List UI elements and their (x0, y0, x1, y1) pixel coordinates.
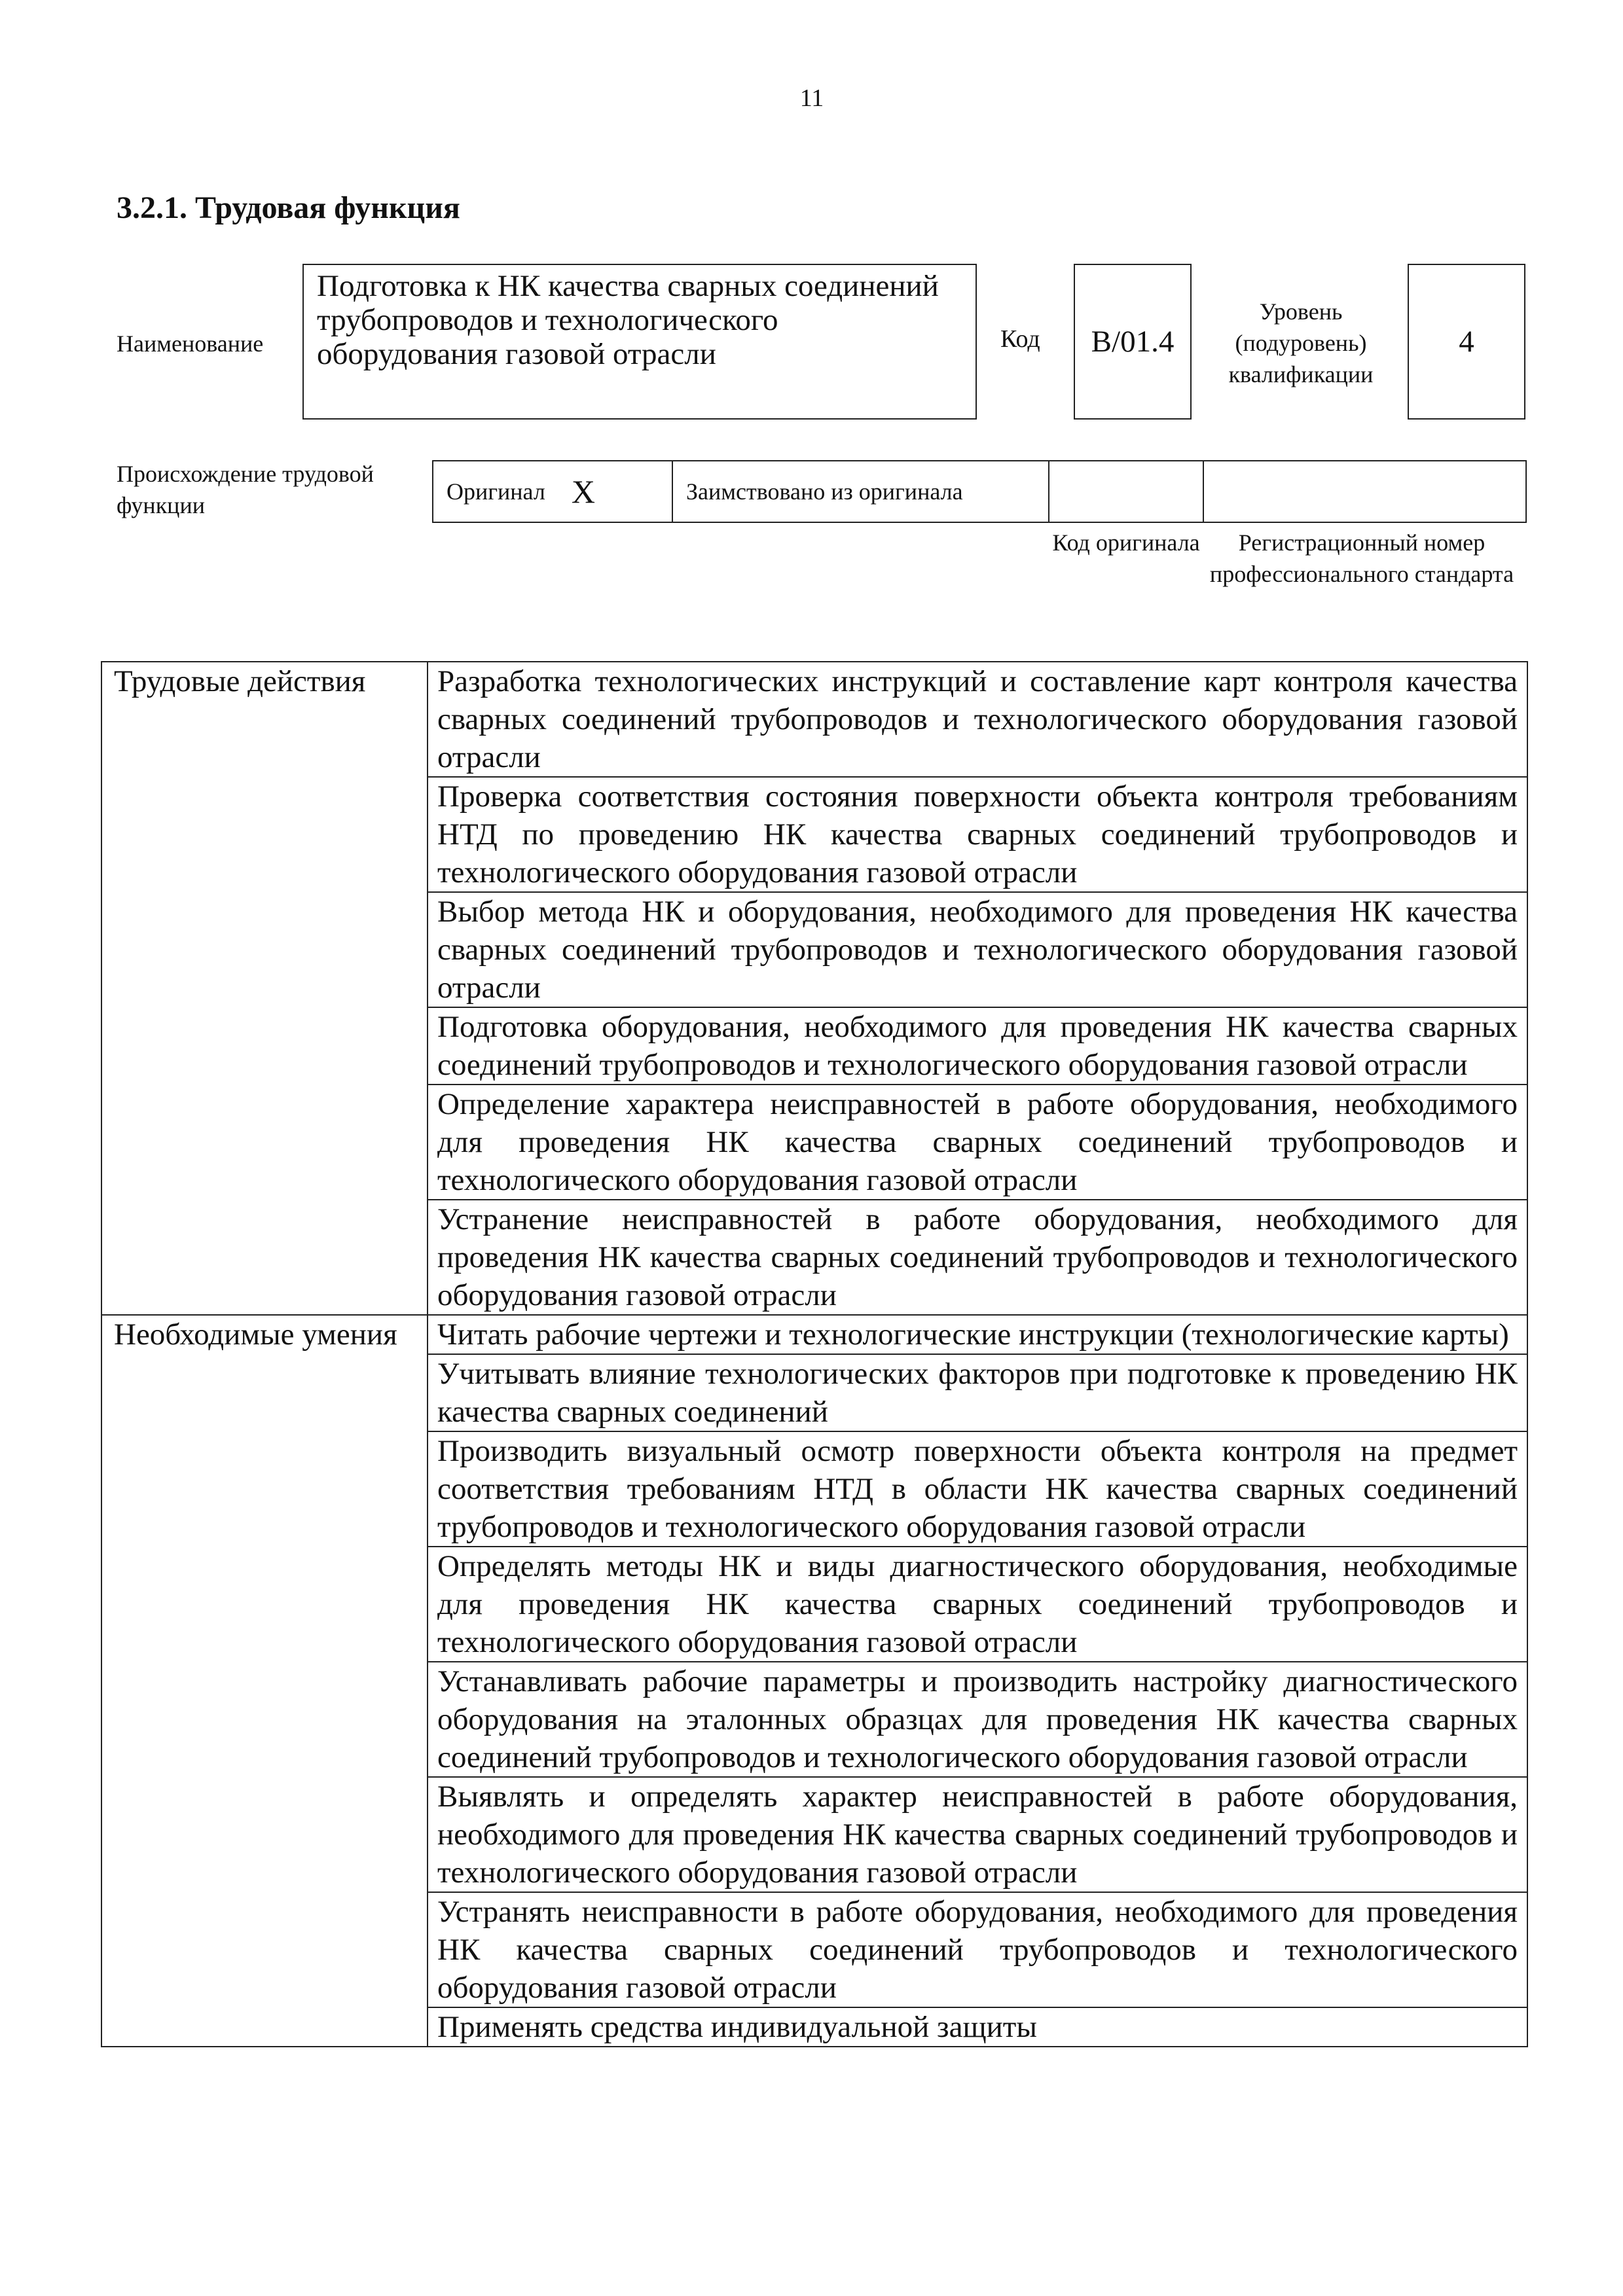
section-item: Учитывать влияние технологических факторов при подготовке к проведению НК качества сварных соединений (428, 1354, 1527, 1431)
section-item: Подготовка оборудования, необходимого для проведения НК качества сварных соединений трубопроводов и технологического оборудования газовой отрасли (428, 1007, 1527, 1085)
origin-row (432, 460, 1527, 523)
section-item: Применять средства индивидуальной защиты (428, 2007, 1527, 2047)
table-row (101, 662, 1527, 777)
section-item: Разработка технологических инструкций и составление карт контроля качества сварных соединений трубопроводов и технологического оборудования газовой отрасли (428, 662, 1527, 777)
section-category: Необходимые умения (101, 1315, 428, 2047)
origin-code-cell (1049, 461, 1204, 522)
original-label: Оригинал (447, 478, 545, 505)
section-item: Производить визуальный осмотр поверхности объекта контроля на предмет соответствия требованиям НТД в области НК качества сварных соединений трубопроводов и технологического оборудования газовой отрасли (428, 1431, 1527, 1547)
level-label: Уровень (подуровень) квалификации (1228, 298, 1374, 387)
section-category: Трудовые действия (101, 662, 428, 1315)
borrowed-label: Заимствовано из оригинала (686, 478, 963, 505)
origin-reg-cell (1204, 461, 1525, 522)
function-table (101, 661, 1528, 2047)
original-mark: X (571, 473, 595, 510)
section-item: Выявлять и определять характер неисправностей в работе оборудования, необходимого для проведения НК качества сварных соединений трубопроводов и технологического оборудования газовой отрасли (428, 1777, 1527, 1892)
code-label: Код (1000, 325, 1040, 353)
origin-original-cell (433, 461, 673, 522)
origin-code-caption: Код оригинала (1052, 529, 1200, 556)
origin-reg-caption: Регистрационный номер профессионального стандарта (1209, 529, 1514, 587)
name-label: Наименование (117, 331, 264, 357)
section-item: Определение характера неисправностей в работе оборудования, необходимого для проведения НК качества сварных соединений трубопроводов и технологического оборудования газовой отрасли (428, 1085, 1527, 1200)
origin-borrowed-cell (673, 461, 1049, 522)
code-box: B/01.4 (1074, 264, 1192, 420)
section-title: 3.2.1. Трудовая функция (117, 190, 460, 225)
section-item: Определять методы НК и виды диагностического оборудования, необходимые для проведения НК качества сварных соединений трубопроводов и технологического оборудования газовой отрасли (428, 1547, 1527, 1662)
page-number: 11 (799, 84, 824, 112)
section-item: Читать рабочие чертежи и технологические инструкции (технологические карты) (428, 1315, 1527, 1354)
level-box: 4 (1408, 264, 1525, 420)
table-row (101, 1315, 1527, 1354)
section-item: Устанавливать рабочие параметры и производить настройку диагностического оборудования на эталонных образцах для проведения НК качества сварных соединений трубопроводов и технологического оборудования газовой отрасли (428, 1662, 1527, 1777)
section-item: Устранение неисправностей в работе оборудования, необходимого для проведения НК качества сварных соединений трубопроводов и технологического оборудования газовой отрасли (428, 1200, 1527, 1315)
section-item: Проверка соответствия состояния поверхности объекта контроля требованиям НТД по проведению НК качества сварных соединений трубопроводов и технологического оборудования газовой отрасли (428, 777, 1527, 892)
function-name-box: Подготовка к НК качества сварных соединений трубопроводов и технологического оборудования газовой отрасли (302, 264, 977, 420)
section-item: Выбор метода НК и оборудования, необходимого для проведения НК качества сварных соединений трубопроводов и технологического оборудования газовой отрасли (428, 892, 1527, 1007)
origin-label: Происхождение трудовой функции (117, 461, 374, 518)
section-item: Устранять неисправности в работе оборудования, необходимого для проведения НК качества сварных соединений трубопроводов и технологического оборудования газовой отрасли (428, 1892, 1527, 2007)
